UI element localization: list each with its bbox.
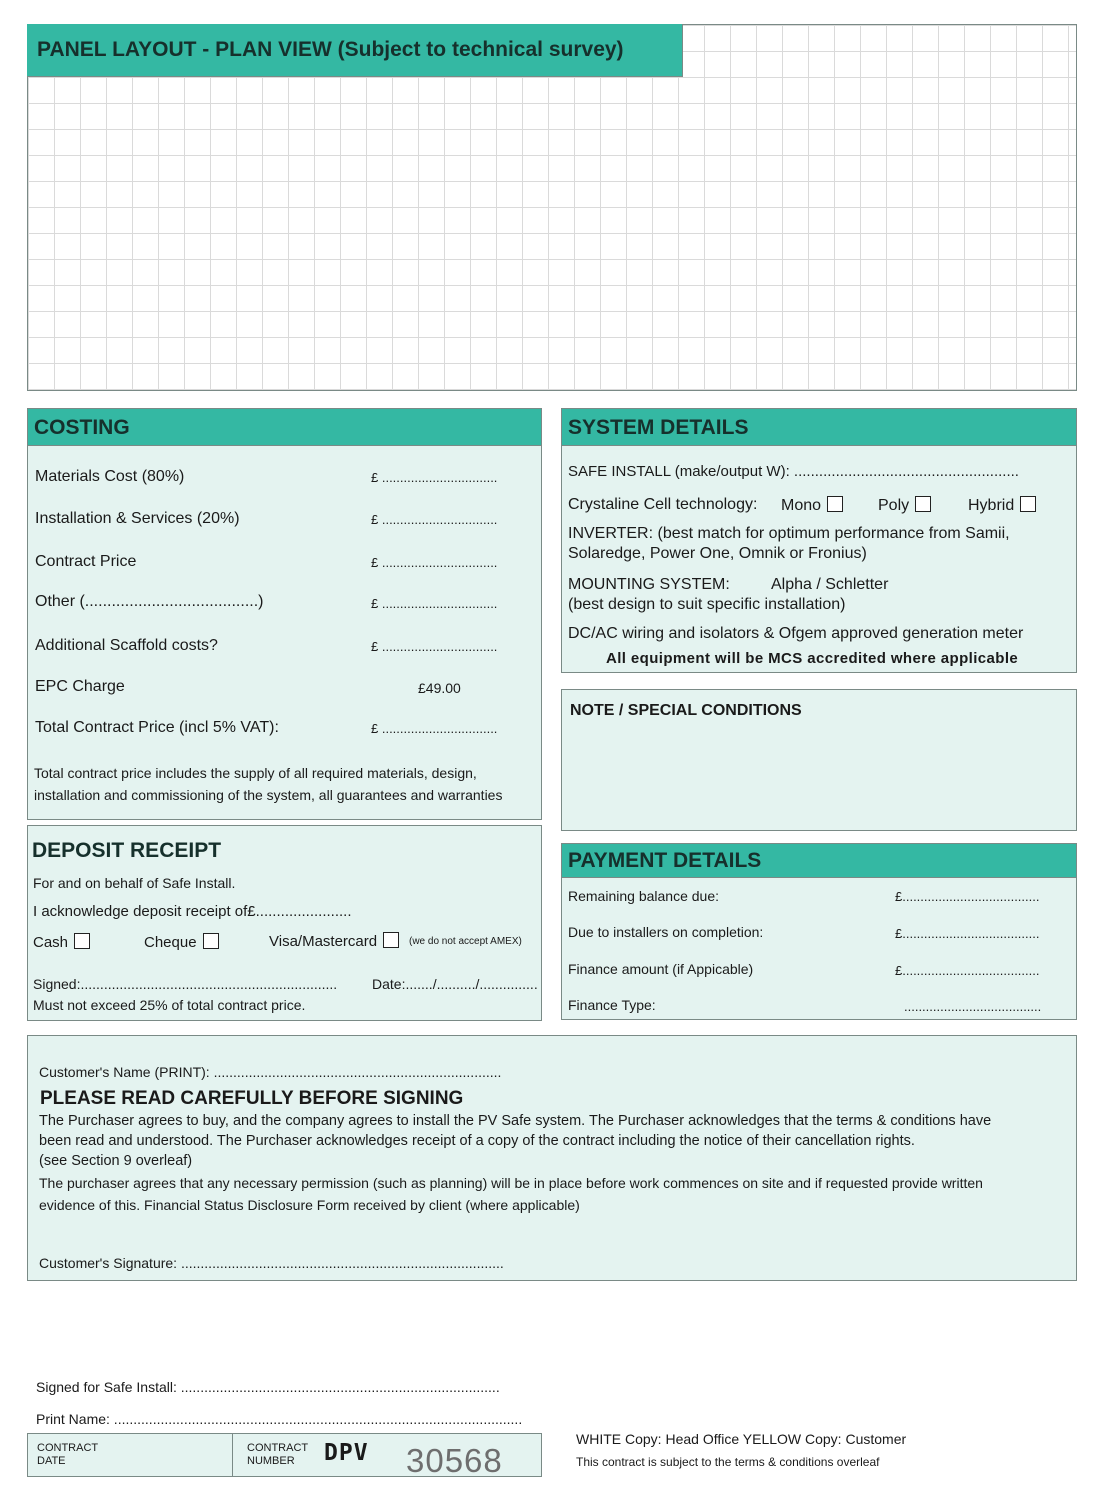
customer-signature-field[interactable]: Customer's Signature: ................................................................................... — [39, 1255, 504, 1271]
deposit-title: DEPOSIT RECEIPT — [32, 839, 222, 862]
poly-option[interactable] — [878, 496, 931, 515]
costing-note-line2: installation and commissioning of the system, all guarantees and warranties — [34, 787, 503, 803]
poly-checkbox[interactable] — [915, 496, 931, 512]
agreement-p2-line2: evidence of this. Financial Status Disclosure Form received by client (where applicable) — [39, 1197, 580, 1213]
system-details-title: SYSTEM DETAILS — [568, 416, 749, 439]
payment-label-finance-type: Finance Type: — [568, 997, 656, 1013]
mounting-value: Alpha / Schletter — [771, 576, 889, 593]
payment-label-finance-amount: Finance amount (if Appicable) — [568, 961, 754, 977]
costing-label-other: Other (.......................................) — [35, 593, 264, 610]
mono-option[interactable] — [781, 496, 843, 515]
costing-section — [27, 408, 542, 820]
costing-label-epc: EPC Charge — [35, 678, 125, 695]
deposit-section — [27, 825, 542, 1021]
visa-label: Visa/Mastercard — [269, 933, 378, 950]
mounting-line2: (best design to suit specific installation) — [568, 596, 846, 613]
agreement-p1-line2: been read and understood. The Purchaser acknowledges receipt of a copy of the contract including the notice of their cancellation rights. — [39, 1133, 915, 1149]
payment-value-finance-type[interactable]: ...................................... — [904, 999, 1042, 1014]
system-details-section — [561, 408, 1077, 673]
contract-prefix: DPV — [324, 1440, 369, 1466]
costing-value-installation[interactable]: £ ................................ — [371, 512, 498, 527]
payment-label-installers: Due to installers on completion: — [568, 924, 764, 940]
contract-number: 30568 — [406, 1442, 503, 1479]
hybrid-option[interactable] — [968, 496, 1036, 515]
panel-layout-title: PANEL LAYOUT - PLAN VIEW (Subject to technical survey) — [37, 38, 624, 61]
contract-info-box — [27, 1433, 542, 1477]
panel-layout-header — [27, 24, 683, 77]
safe-install-field[interactable]: SAFE INSTALL (make/output W): ...................................................... — [568, 463, 1019, 480]
visa-option[interactable] — [269, 932, 399, 950]
signed-for-field[interactable]: Signed for Safe Install: .................................................................................. — [36, 1379, 500, 1395]
cheque-checkbox[interactable] — [203, 933, 219, 949]
panel-layout-grid — [27, 24, 1077, 391]
costing-value-scaffold[interactable]: £ ................................ — [371, 639, 498, 654]
costing-value-other[interactable]: £ ................................ — [371, 596, 498, 611]
contract-number-label — [247, 1442, 308, 1468]
costing-note-line1: Total contract price includes the supply of all required materials, design, — [34, 765, 477, 781]
costing-value-total[interactable]: £ ................................ — [371, 721, 498, 736]
contract-number-label-line2: NUMBER — [247, 1455, 295, 1467]
hybrid-label: Hybrid — [968, 497, 1015, 514]
wiring-text: DC/AC wiring and isolators & Ofgem approved generation meter — [568, 625, 1024, 642]
crystaline-label: Crystaline Cell technology: — [568, 496, 758, 513]
visa-checkbox[interactable] — [383, 932, 399, 948]
agreement-p1-line1: The Purchaser agrees to buy, and the company agrees to install the PV Safe system. The Purchaser acknowledges that the terms & conditions have — [39, 1113, 992, 1129]
poly-label: Poly — [878, 497, 910, 514]
deposit-behalf: For and on behalf of Safe Install. — [33, 875, 236, 891]
print-name-field[interactable]: Print Name: ......................................................................................................... — [36, 1411, 523, 1427]
costing-value-materials[interactable]: £ ................................ — [371, 470, 498, 485]
cash-label: Cash — [33, 934, 69, 951]
cheque-label: Cheque — [144, 934, 197, 951]
payment-value-remaining[interactable]: £...................................... — [895, 889, 1040, 904]
costing-value-contract-price[interactable]: £ ................................ — [371, 555, 498, 570]
inverter-line2: Solaredge, Power One, Omnik or Fronius) — [568, 545, 867, 562]
agreement-heading: PLEASE READ CAREFULLY BEFORE SIGNING — [40, 1088, 464, 1109]
deposit-signed-field[interactable]: Signed:.................................................................. — [33, 976, 338, 992]
costing-label-total: Total Contract Price (incl 5% VAT): — [35, 719, 279, 736]
costing-header — [28, 409, 541, 446]
payment-section — [561, 843, 1077, 1020]
system-details-header — [562, 409, 1076, 446]
agreement-p2-line1: The purchaser agrees that any necessary permission (such as planning) will be in place before work commences on site and if requested provide written — [39, 1175, 983, 1191]
amex-note: (we do not accept AMEX) — [409, 936, 522, 947]
cheque-option[interactable] — [144, 933, 219, 951]
terms-note: This contract is subject to the terms & conditions overleaf — [576, 1455, 880, 1469]
costing-label-scaffold: Additional Scaffold costs? — [35, 637, 218, 654]
deposit-limit: Must not exceed 25% of total contract price. — [33, 997, 306, 1013]
mcs-text: All equipment will be MCS accredited where applicable — [606, 650, 1019, 667]
agreement-p1-line3: (see Section 9 overleaf) — [39, 1153, 193, 1169]
payment-header — [562, 844, 1076, 878]
costing-label-installation: Installation & Services (20%) — [35, 510, 240, 527]
costing-title: COSTING — [34, 416, 130, 439]
customer-name-field[interactable]: Customer's Name (PRINT): .......................................................................... — [39, 1064, 502, 1080]
mono-checkbox[interactable] — [827, 496, 843, 512]
note-section[interactable] — [561, 689, 1077, 831]
contract-date-label-line1: CONTRACT — [37, 1442, 99, 1454]
payment-title: PAYMENT DETAILS — [568, 849, 762, 872]
hybrid-checkbox[interactable] — [1020, 496, 1036, 512]
payment-value-installers[interactable]: £...................................... — [895, 926, 1040, 941]
payment-value-finance-amount[interactable]: £...................................... — [895, 963, 1040, 978]
agreement-section — [27, 1035, 1077, 1281]
costing-label-contract-price: Contract Price — [35, 553, 137, 570]
cash-checkbox[interactable] — [74, 933, 90, 949]
contract-date-label-line2: DATE — [37, 1455, 66, 1467]
mono-label: Mono — [781, 497, 822, 514]
contract-date-label — [37, 1442, 98, 1468]
mounting-label: MOUNTING SYSTEM: — [568, 576, 730, 593]
costing-label-materials: Materials Cost (80%) — [35, 468, 185, 485]
inverter-line1: INVERTER: (best match for optimum performance from Samii, — [568, 525, 1010, 542]
contract-box-divider — [232, 1434, 233, 1476]
payment-label-remaining: Remaining balance due: — [568, 888, 719, 904]
note-title: NOTE / SPECIAL CONDITIONS — [570, 702, 802, 719]
cash-option[interactable] — [33, 933, 90, 951]
deposit-date-field[interactable]: Date:......./........../............... — [372, 976, 538, 992]
costing-value-epc: £49.00 — [418, 680, 461, 696]
deposit-acknowledge-field[interactable]: I acknowledge deposit receipt of£....................... — [33, 903, 352, 920]
contract-number-label-line1: CONTRACT — [247, 1442, 309, 1454]
copies-note: WHITE Copy: Head Office YELLOW Copy: Customer — [576, 1431, 907, 1447]
